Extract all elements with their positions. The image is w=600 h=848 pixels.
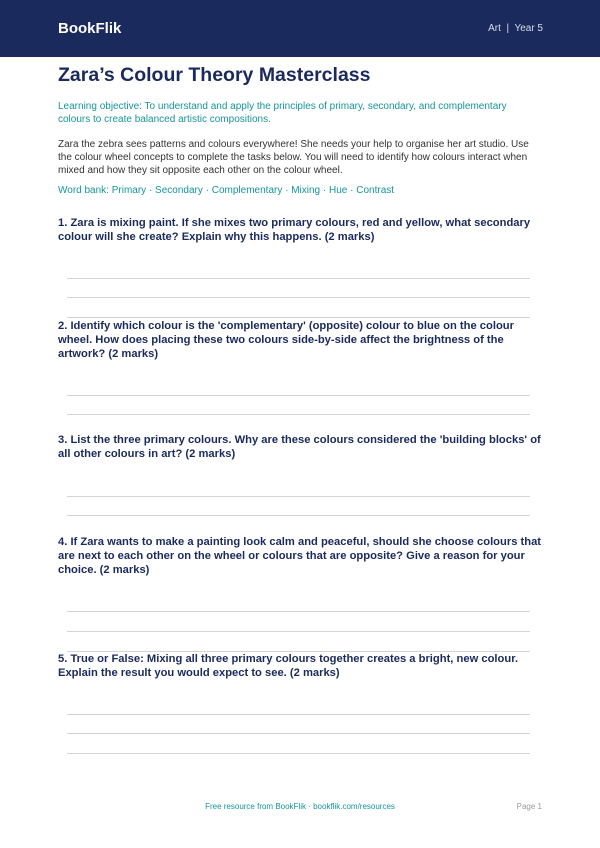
answer-line[interactable] — [67, 611, 530, 612]
learning-objective: Learning objective: To understand and apply the principles of primary, secondary, and complementary colours to create balanced artistic compositions. — [58, 101, 507, 125]
question-5: 5. True or False: Mixing all three primary colours together creates a bright, new colour. Explain the result you would expect to see. (2 marks) — [58, 653, 519, 679]
answer-line[interactable] — [67, 297, 530, 298]
question-1: 1. Zara is mixing paint. If she mixes two primary colours, red and yellow, what secondary colour will she create? Explain why this happens. (2 marks) — [58, 217, 531, 243]
answer-line[interactable] — [67, 414, 530, 415]
page-header — [0, 0, 600, 57]
answer-line[interactable] — [67, 496, 530, 497]
answer-line[interactable] — [67, 631, 530, 632]
answer-line[interactable] — [67, 733, 530, 734]
intro-paragraph: Zara the zebra sees patterns and colours everywhere! She needs your help to organise her art studio. Use the colour wheel concepts to complete the tasks below. You will need to identify how colours interact when mixed and how they sit opposite each other on the colour wheel. — [58, 139, 529, 176]
word-bank: Word bank: Primary · Secondary · Complementary · Mixing · Hue · Contrast — [58, 185, 395, 196]
question-2: 2. Identify which colour is the 'complementary' (opposite) colour to blue on the colour wheel. How does placing these two colours side-by-side affect the brightness of the artwork? (2 marks) — [58, 320, 514, 360]
brand-logo: BookFlik — [58, 20, 122, 37]
answer-line[interactable] — [67, 278, 530, 279]
answer-line[interactable] — [67, 753, 530, 754]
answer-line[interactable] — [67, 317, 530, 318]
question-3: 3. List the three primary colours. Why are these colours considered the 'building blocks' of all other colours in art? (2 marks) — [58, 434, 541, 460]
page-title: Zara’s Colour Theory Masterclass — [58, 64, 371, 86]
question-4: 4. If Zara wants to make a painting look calm and peaceful, should she choose colours that are next to each other on the wheel or colours that are opposite? Give a reason for your choice. (2 marks) — [58, 536, 542, 576]
footer-credit[interactable]: Free resource from BookFlik · bookflik.com/resources — [205, 802, 395, 811]
answer-line[interactable] — [67, 395, 530, 396]
answer-line[interactable] — [67, 714, 530, 715]
page-number: Page 1 — [516, 802, 542, 811]
subject-year: Art | Year 5 — [488, 23, 543, 34]
answer-line[interactable] — [67, 515, 530, 516]
